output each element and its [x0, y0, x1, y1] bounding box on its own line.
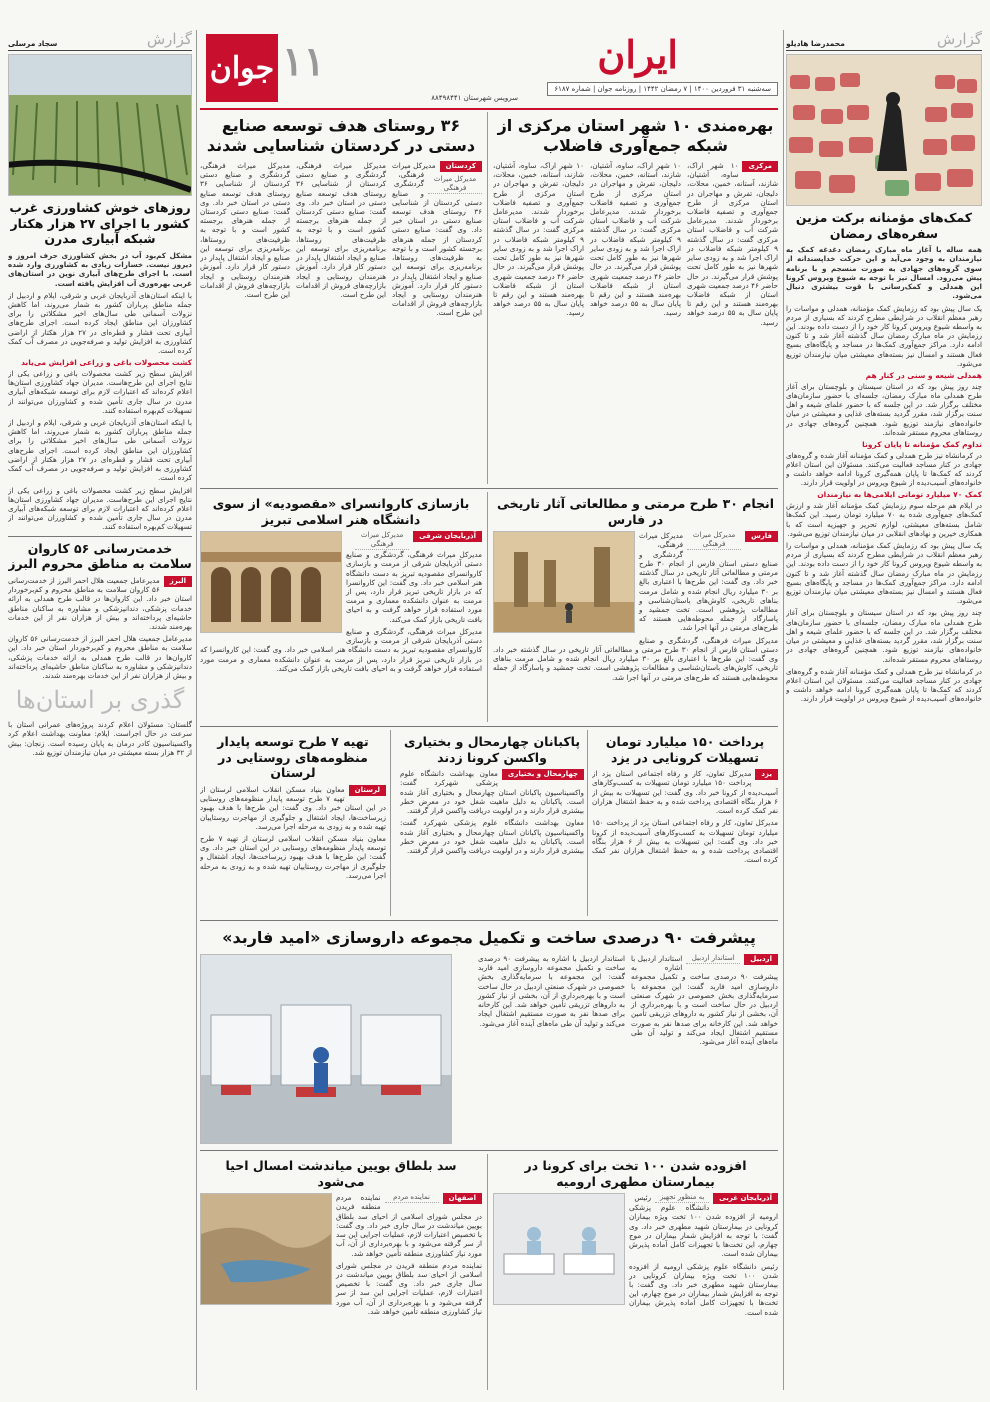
rubric-author: محمدرضا هادیلو — [786, 39, 845, 48]
right-body-1: یک سال پیش بود که رزمایش کمک مؤمنانه، همدلی و مواسات را رهبر معظم انقلاب در شرایطی مطرح کردند که بسیاری از مردم به واسطه شیوع ویروس کرونا کار خود را از دست داده بودند. این رزمایش در ماه مبارک رمضان سال گذشته آغاز شد و تا کنون ادامه دارد. مراکز جمع‌آوری کمک‌ها در مساجد و پایگاه‌های بسیج فعال هستند و امسال نیز بسته‌های معیشتی میان نیازمندان توزیع می‌شود. — [786, 303, 982, 368]
ardabil-author: استاندار اردبیل — [686, 954, 740, 964]
rubric-kicker-left: گزارش — [146, 30, 192, 48]
rule — [200, 1150, 778, 1151]
photo-fars-ruins — [493, 531, 635, 633]
left-sub-1: کشت محصولات باغی و زراعی افزایش می‌یابد — [21, 358, 192, 368]
fars-author: مدیرکل میراث فرهنگی — [687, 531, 741, 550]
rule — [200, 920, 778, 921]
section-title: ایران — [597, 32, 678, 77]
photo-illustration — [201, 955, 451, 1143]
rule — [587, 730, 588, 916]
tabriz-headline: بازسازی کاروانسرای «مقصودیه» از سوی دانشگاه هنر اسلامی تبریز — [212, 496, 470, 527]
rule — [200, 726, 778, 727]
photo-irrigation — [8, 54, 192, 196]
lorestan-body — [200, 785, 386, 880]
tag-alborz: البرز — [164, 576, 192, 587]
column-rule-left — [196, 30, 197, 1390]
photo-illustration — [494, 532, 634, 632]
story-lorestan — [200, 730, 386, 916]
left-lead: مشکل کم‌بود آب در بخش کشاورزی حرف امروز و دیروز نیست. خسارات زیادی به کشاورزی وارد شده است. با اجرای طرح‌های آبیاری نوین در استان‌های غربی بهره‌وری آب افزایش یافته است. — [8, 250, 192, 288]
left-story-2 — [8, 536, 192, 681]
urmia-author: به منظور تجهیز — [655, 1193, 709, 1203]
left-headline: روزهای خوش کشاورزی غرب کشور با اجرای ۲۷ هزار هکتار شبکه آبیاری مدرن — [9, 200, 191, 247]
story-isfahan — [200, 1154, 482, 1390]
photo-caravanserai — [200, 531, 342, 633]
urmia-text: رئیس دانشگاه علوم پزشکی ارومیه از افزوده شدن ۱۰۰ تخت ویژه بیماران کرونایی در بیمارستان شهید مطهری خبر داد. وی گفت: با توجه به افزایش شمار بیماران در موج چهارم، این تخت‌ها با تجهیزات کامل آماده پذیرش بیماران شده است. — [629, 1193, 778, 1259]
left-column — [8, 30, 192, 1390]
dateline: سه‌شنبه ۳۱ فروردین ۱۴۰۰ | ۷ رمضان ۱۴۴۲ | روزنامه جوان | شماره ۶۱۸۷ — [547, 82, 778, 96]
photo-illustration — [201, 532, 341, 632]
kurdistan-text-2: مدیرکل میراث فرهنگی، گردشگری و صنایع دستی کردستان از شناسایی ۳۶ روستای هدف توسعه صنایع دستی در استان خبر داد. وی گفت: صنایع دستی کردستان از جمله هنرهای برجسته کشور است و با توجه به ظرفیت‌های روستاها، برنامه‌ریزی برای توسعه این صنایع و ایجاد اشتغال پایدار در دستور کار قرار دارد. آموزش هنرمندان روستایی و ایجاد بازارچه‌های فروش از اقدامات این طرح است. — [296, 160, 386, 299]
chb-text: معاون بهداشت دانشگاه علوم پزشکی شهرکرد گفت: واکسیناسیون پاکبانان استان چهارمحال و بختیاری آغاز شده است. پاکبانان به دلیل ماهیت شغل خود در معرض خطر بیشتری قرار دارند و در اولویت دریافت واکسن قرار گرفتند. — [400, 769, 584, 816]
photo-illustration — [786, 55, 981, 205]
right-body-3: در کرمانشاه نیز طرح همدلی و کمک مؤمنانه آغاز شده و گروه‌های جهادی در کنار مساجد فعالیت می‌کنند. مسئولان این استان اعلام کردند که کمک‌ها تا پایان همه‌گیری کرونا ادامه خواهد داشت و خانواده‌های آسیب‌دیده از شیوع ویروس در اولویت قرار دارند. — [786, 450, 982, 488]
right-sub-3: کمک ۷۰ میلیارد تومانی ایلامی‌ها به نیازمندان — [817, 490, 982, 500]
photo-illustration — [494, 1194, 624, 1304]
photo-illustration — [8, 55, 191, 195]
provinces-kicker: گذری بر استان‌ها — [15, 686, 185, 715]
tabriz-text: مدیرکل میراث فرهنگی، گردشگری و صنایع دستی آذربایجان شرقی از مرمت و بازسازی کاروانسرای مقصودیه تبریز به دست دانشگاه هنر اسلامی خبر داد. وی گفت: این کاروانسرا که در بازار تاریخی تبریز قرار دارد، پس از مرمت به عنوان دانشکده معماری و مرمت مورد استفاده قرار خواهد گرفت و به احیای بافت تاریخی بازار کمک می‌کند. — [346, 550, 482, 624]
right-lead — [786, 245, 982, 300]
service-line: سرویس شهرستان ۸۸۴۹۸۴۴۱ — [431, 94, 518, 102]
left-body-3: مدیرعامل جمعیت هلال احمر البرز از خدمت‌رسانی ۵۶ کاروان سلامت به مناطق محروم و کم‌برخوردار استان خبر داد. این کاروان‌ها در قالب طرح همدلی به ارائه خدمات پزشکی، دندانپزشکی و مشاوره به ساکنان مناطق حاشیه‌ای پرداخته‌اند و بیش از هزاران نفر از این خدمات بهره‌مند شدند. — [8, 575, 192, 631]
urmia-headline: افزوده شدن ۱۰۰ تخت برای کرونا در بیمارستان مطهری ارومیه — [524, 1158, 747, 1189]
tag-ardabil: اردبیل — [744, 954, 778, 965]
rubric-author-left: سجاد مرسلی — [8, 39, 58, 48]
report-rubric-left — [8, 30, 192, 51]
chb-headline: پاکبانان چهارمحال و بختیاری واکسن کرونا زدند — [403, 734, 581, 765]
page-number: ۱۱ — [282, 38, 325, 85]
left-body-1: با اینکه استان‌های آذربایجان غربی و شرقی، ایلام و اردبیل از جمله مناطق پرباران کشور به شمار می‌روند، اما کاهش نزولات آسمانی طی سال‌های اخیر مشکلاتی را برای کشاورزان این مناطق ایجاد کرده است. اجرای طرح‌های آبیاری تحت فشار و قطره‌ای در ۲۷ هزار هکتار از اراضی کشاورزی به افزایش تولید و صرفه‌جویی در مصرف آب کمک کرده است. — [8, 290, 192, 356]
right-body-continued-3: در کرمانشاه نیز طرح همدلی و کمک مؤمنانه آغاز شده و گروه‌های جهادی در کنار مساجد فعالیت می‌کنند. مسئولان این استان اعلام کردند که کمک‌ها تا پایان همه‌گیری کرونا ادامه خواهد داشت و خانواده‌های آسیب‌دیده از شیوع ویروس در اولویت قرار دارند. — [786, 666, 982, 704]
ardabil-body — [478, 954, 778, 1046]
rule — [487, 1154, 488, 1390]
column-rule-right — [783, 30, 784, 1390]
tag-chb: چهارمحال و بختیاری — [502, 769, 584, 780]
tag-kurdistan: کردستان — [440, 161, 482, 172]
right-body-4: در ایلام هم مرحله سوم رزمایش کمک مؤمنانه آغاز شد و ارزش کمک‌های جمع‌آوری شده به ۷۰ میلیارد تومان رسید. این کمک‌ها شامل بسته‌های معیشتی، لوازم تحریر و جهیزیه است که با همکاری خیرین و نهادهای انقلابی در میان نیازمندان توزیع می‌شود. — [786, 501, 982, 538]
photo-dam — [200, 1193, 332, 1305]
right-headline: کمک‌های مؤمنانه برکت مزین سفره‌های رمضان — [795, 210, 973, 241]
tabriz-author: مدیرکل میراث فرهنگی — [355, 531, 409, 550]
right-body-2: چند روز پیش بود که در استان سیستان و بلوچستان برای آغاز طرح همدلی ماه مبارک رمضان، جلسه‌ای با حضور سازمان‌های مختلف برگزار شد. در این جلسه که با حضور علمای شیعه و اهل سنت برگزار شد، مقرر گردید بسته‌های غذایی و معیشتی در میان خانواده‌های نیازمند توزیع شود. همچنین گروه‌های جهادی در روستاهای محروم مستقر شده‌اند. — [786, 381, 982, 437]
tag-isfahan: اصفهان — [443, 1193, 482, 1204]
left-body-3-continued: مدیرعامل جمعیت هلال احمر البرز از خدمت‌رسانی ۵۶ کاروان سلامت به مناطق محروم و کم‌برخوردار استان خبر داد. این کاروان‌ها در قالب طرح همدلی به ارائه خدمات پزشکی، دندانپزشکی و مشاوره به ساکنان مناطق حاشیه‌ای پرداخته‌اند و بیش از هزاران نفر از این خدمات بهره‌مند شدند. — [8, 634, 192, 681]
photo-hospital-ward — [493, 1193, 625, 1305]
lorestan-text-2: معاون بنیاد مسکن انقلاب اسلامی لرستان از تهیه ۷ طرح توسعه پایدار منظومه‌های روستایی در این استان خبر داد. وی گفت: این طرح‌ها با هدف بهبود زیرساخت‌ها، ایجاد اشتغال و جلوگیری از مهاجرت روستاییان تهیه شده و به زودی به مرحله اجرا می‌رسد. — [200, 833, 386, 880]
right-lead-text: همه ساله با آغاز ماه مبارک رمضان دغدغه کمک به نیازمندان به وجود می‌آید و این حرکت خداپسندانه از سوی گروه‌های جهادی به صورت منسجم و با برنامه پیش می‌رود. امسال نیز با توجه به شیوع ویروس کرونا این همدلی و کمک‌رسانی با قوت بیشتری دنبال می‌شود. — [786, 245, 982, 301]
rubric-kicker: گزارش — [936, 30, 982, 48]
left-body-continued-2: افزایش سطح زیر کشت محصولات باغی و زراعی یکی از نتایج اجرای این طرح‌هاست. مدیران جهاد کشاورزی استان‌ها اعلام کرده‌اند که اعتبارات لازم برای توسعه شبکه‌های آبیاری مدرن در سال جاری تأمین شده و کشاورزان می‌توانند از تسهیلات کم‌بهره استفاده کنند. — [8, 485, 192, 532]
tag-fars: فارس — [745, 531, 778, 542]
isfahan-headline: سد بلطاق بویین میاندشت امسال احیا می‌شود — [225, 1158, 457, 1189]
story-kurdistan — [200, 112, 482, 484]
chb-text-2: معاون بهداشت دانشگاه علوم پزشکی شهرکرد گفت: واکسیناسیون پاکبانان استان چهارمحال و بختیاری آغاز شده است. پاکبانان به دلیل ماهیت شغل خود در معرض خطر بیشتری قرار دارند و در اولویت دریافت واکسن قرار گرفتند. — [400, 818, 584, 855]
fars-text-2: مدیرکل میراث فرهنگی، گردشگری و صنایع دستی استان فارس از انجام ۳۰ طرح مرمتی و مطالعاتی آثار تاریخی در سال گذشته خبر داد. وی گفت: این طرح‌ها با اعتباری بالغ بر ۳۰ میلیارد ریال انجام شده و شامل مرمت بناهای تاریخی، کاوش‌های باستان‌شناسی و مطالعات پژوهشی است. تخت جمشید و پاسارگاد از جمله محوطه‌هایی هستند که طرح‌های مرمتی در آنها اجرا شد. — [493, 635, 778, 682]
tag-urmia: آذربایجان غربی — [713, 1193, 778, 1204]
fars-text: مدیرکل میراث فرهنگی، گردشگری و صنایع دستی استان فارس از انجام ۳۰ طرح مرمتی و مطالعاتی آثار تاریخی در سال گذشته خبر داد. وی گفت: این طرح‌ها با اعتباری بالغ بر ۳۰ میلیارد ریال انجام شده و شامل مرمت بناهای تاریخی، کاوش‌های باستان‌شناسی و مطالعات پژوهشی است. تخت جمشید و پاسارگاد از جمله محوطه‌هایی هستند که طرح‌های مرمتی در آنها اجرا شد. — [639, 531, 778, 633]
right-body-continued: یک سال پیش بود که رزمایش کمک مؤمنانه، همدلی و مواسات را رهبر معظم انقلاب در شرایطی مطرح کردند که بسیاری از مردم به واسطه شیوع ویروس کرونا کار خود را از دست داده بودند. این رزمایش در ماه مبارک رمضان سال گذشته آغاز شد و تا کنون ادامه دارد. مراکز جمع‌آوری کمک‌ها در مساجد و پایگاه‌های بسیج فعال هستند و امسال نیز بسته‌های معیشتی میان نیازمندان توزیع می‌شود. — [786, 540, 982, 606]
story-chb — [400, 730, 584, 916]
tag-yazd: یزد — [755, 769, 778, 780]
fars-headline: انجام ۳۰ طرح مرمتی و مطالعاتی آثار تاریخی در فارس — [496, 496, 775, 527]
kurdistan-text-3: مدیرکل میراث فرهنگی، گردشگری و صنایع دستی کردستان از شناسایی ۳۶ روستای هدف توسعه صنایع دستی در استان خبر داد. وی گفت: صنایع دستی کردستان از جمله هنرهای برجسته کشور است و با توجه به ظرفیت‌های روستاها، برنامه‌ریزی برای توسعه این صنایع و ایجاد اشتغال پایدار در دستور کار قرار دارد. آموزش هنرمندان روستایی و ایجاد بازارچه‌های فروش از اقدامات این طرح است. — [200, 160, 290, 299]
lorestan-text: معاون بنیاد مسکن انقلاب اسلامی لرستان از تهیه ۷ طرح توسعه پایدار منظومه‌های روستایی در این استان خبر داد. وی گفت: این طرح‌ها با هدف بهبود زیرساخت‌ها، ایجاد اشتغال و جلوگیری از مهاجرت روستاییان تهیه شده و به زودی به مرحله اجرا می‌رسد. — [200, 784, 386, 831]
isfahan-author: نماینده مردم — [385, 1193, 439, 1203]
rule — [487, 492, 488, 722]
photo-illustration — [201, 1194, 331, 1304]
kurdistan-body — [200, 161, 482, 318]
yazd-text-2: مدیرکل تعاون، کار و رفاه اجتماعی استان یزد از پرداخت ۱۵۰ میلیارد تومان تسهیلات به کسب‌وکارهای آسیب‌دیده از کرونا خبر داد. وی گفت: این تسهیلات به بیش از ۶ هزار بنگاه اقتصادی پرداخت شده و به حفظ اشتغال هزاران نفر کمک کرده است. — [592, 818, 778, 865]
middle-area — [200, 30, 778, 1390]
markazi-headline: بهره‌مندی ۱۰ شهر استان مرکزی از شبکه جمع‌آوری فاضلاب — [497, 116, 774, 156]
yazd-text: مدیرکل تعاون، کار و رفاه اجتماعی استان یزد از پرداخت ۱۵۰ میلیارد تومان تسهیلات به کسب‌وکارهای آسیب‌دیده از کرونا خبر داد. وی گفت: این تسهیلات به بیش از ۶ هزار بنگاه اقتصادی پرداخت شده و به حفظ اشتغال هزاران نفر کمک کرده است. — [592, 769, 778, 816]
left-body-continued: با اینکه استان‌های آذربایجان غربی و شرقی، ایلام و اردبیل از جمله مناطق پرباران کشور به شمار می‌روند، اما کاهش نزولات آسمانی طی سال‌های اخیر مشکلاتی را برای کشاورزان این مناطق ایجاد کرده است. اجرای طرح‌های آبیاری تحت فشار و قطره‌ای در ۲۷ هزار هکتار از اراضی کشاورزی به افزایش تولید و صرفه‌جویی در مصرف آب کمک کرده است. — [8, 417, 192, 483]
isfahan-text: نماینده مردم منطقه فریدن در مجلس شورای اسلامی از احیای سد بلطاق بویین میاندشت در سال جاری خبر داد. وی گفت: با تخصیص اعتبارات لازم، عملیات اجرایی این سد از سر گرفته می‌شود و با بهره‌برداری از آن، آب مورد نیاز کشاورزی منطقه تأمین خواهد شد. — [336, 1193, 482, 1258]
ardabil-text-2: استاندار اردبیل با اشاره به پیشرفت ۹۰ درصدی ساخت و تکمیل مجموعه داروسازی امید فاربد گفت: این مجموعه با سرمایه‌گذاری بخش خصوصی در شهرک صنعتی اردبیل در حال ساخت است و با بهره‌برداری از آن، بخشی از نیاز کشور به داروهای تزریقی تأمین خواهد شد. این کارخانه برای صدها نفر به صورت مستقیم اشتغال ایجاد می‌کند و تولید آن طی ماه‌های آینده آغاز می‌شود. — [478, 954, 626, 1028]
photo-ramadan-aid — [786, 54, 982, 206]
yazd-body — [592, 769, 778, 864]
ardabil-text: استاندار اردبیل با اشاره به پیشرفت ۹۰ درصدی ساخت و تکمیل مجموعه داروسازی امید فاربد گفت: این مجموعه با سرمایه‌گذاری بخش خصوصی در شهرک صنعتی اردبیل در حال ساخت است و با بهره‌برداری از آن، بخشی از نیاز کشور به داروهای تزریقی تأمین خواهد شد. این کارخانه برای صدها نفر به صورت مستقیم اشتغال ایجاد می‌کند و تولید آن طی ماه‌های آینده آغاز می‌شود. — [631, 954, 778, 1046]
urmia-text-2: رئیس دانشگاه علوم پزشکی ارومیه از افزوده شدن ۱۰۰ تخت ویژه بیماران کرونایی در بیمارستان شهید مطهری خبر داد. وی گفت: با توجه به افزایش شمار بیماران در موج چهارم، این تخت‌ها با تجهیزات کامل آماده پذیرش بیماران شده است. — [629, 1261, 778, 1317]
kurdistan-author: مدیرکل میراث فرهنگی — [428, 175, 482, 194]
markazi-text-2: ۱۰ شهر اراک، ساوه، آشتیان، شازند، آستانه، خمین، محلات، دلیجان، تفرش و مهاجران در استان مرکزی از طرح جمع‌آوری و تصفیه فاضلاب برخوردار شدند. مدیرعامل شرکت آب و فاضلاب استان مرکزی گفت: در سال گذشته ۹ کیلومتر شبکه فاضلاب در اراک اجرا شد و به زودی سایر شهرها نیز به طور کامل تحت پوشش قرار می‌گیرند. در حال حاضر ۴۶ درصد جمعیت شهری استان از شبکه فاضلاب بهره‌مند هستند و این رقم تا پایان سال به ۵۵ درصد خواهد رسید. — [590, 160, 681, 318]
isfahan-text-2: نماینده مردم منطقه فریدن در مجلس شورای اسلامی از احیای سد بلطاق بویین میاندشت در سال جاری خبر داد. وی گفت: با تخصیص اعتبارات لازم، عملیات اجرایی این سد از سر گرفته می‌شود و با بهره‌برداری از آن، آب مورد نیاز کشاورزی منطقه تأمین خواهد شد. — [336, 1260, 482, 1316]
left-headline-2: خدمت‌رسانی ۵۶ کاروان سلامت به مناطق محروم البرز — [8, 540, 192, 572]
lorestan-headline: تهیه ۷ طرح توسعه پایدار منظومه‌های روستایی در لرستان — [217, 734, 369, 781]
markazi-body — [493, 161, 778, 327]
right-sub-1: همدلی شیعه و سنی در کنار هم — [865, 371, 982, 381]
story-urmia — [493, 1154, 778, 1390]
yazd-headline: پرداخت ۱۵۰ میلیارد تومان تسهیلات کرونایی در یزد — [605, 734, 765, 765]
logo-text: جوان — [209, 50, 275, 86]
tag-markazi: مرکزی — [742, 161, 778, 172]
story-fars — [493, 492, 778, 722]
kurdistan-headline: ۳۶ روستای هدف توسعه صنایع دستی در کردستان شناسایی شدند — [206, 116, 476, 156]
story-ardabil — [200, 924, 778, 1146]
ardabil-headline: پیشرفت ۹۰ درصدی ساخت و تکمیل مجموعه داروسازی «امید فاربد» — [222, 928, 756, 947]
kurdistan-text: مدیرکل میراث فرهنگی، گردشگری و صنایع دستی کردستان از شناسایی ۳۶ روستای هدف توسعه صنایع دستی در استان خبر داد. وی گفت: صنایع دستی کردستان از جمله هنرهای برجسته کشور است و با توجه به ظرفیت‌های روستاها، برنامه‌ریزی برای توسعه این صنایع و ایجاد اشتغال پایدار در دستور کار قرار دارد. آموزش هنرمندان روستایی و ایجاد بازارچه‌های فروش از اقدامات این طرح است. — [392, 160, 482, 318]
rule — [390, 730, 391, 916]
left-body-2: افزایش سطح زیر کشت محصولات باغی و زراعی یکی از نتایج اجرای این طرح‌هاست. مدیران جهاد کشاورزی استان‌ها اعلام کرده‌اند که اعتبارات لازم برای توسعه شبکه‌های آبیاری مدرن در سال جاری تأمین شده و کشاورزان می‌توانند از تسهیلات کم‌بهره استفاده کنند. — [8, 368, 192, 415]
markazi-text: ۱۰ شهر اراک، ساوه، آشتیان، شازند، آستانه، خمین، محلات، دلیجان، تفرش و مهاجران در استان مرکزی از طرح جمع‌آوری و تصفیه فاضلاب برخوردار شدند. مدیرعامل شرکت آب و فاضلاب استان مرکزی گفت: در سال گذشته ۹ کیلومتر شبکه فاضلاب در اراک اجرا شد و به زودی سایر شهرها نیز به طور کامل تحت پوشش قرار می‌گیرند. در حال حاضر ۴۶ درصد جمعیت شهری استان از شبکه فاضلاب بهره‌مند هستند و این رقم تا پایان سال به ۵۵ درصد خواهد رسید. — [687, 160, 778, 327]
right-body-continued-2: چند روز پیش بود که در استان سیستان و بلوچستان برای آغاز طرح همدلی ماه مبارک رمضان، جلسه‌ای با حضور سازمان‌های مختلف برگزار شد. در این جلسه که با حضور علمای شیعه و اهل سنت برگزار شد، مقرر گردید بسته‌های غذایی و معیشتی در میان خانواده‌های نیازمند توزیع شود. همچنین گروه‌های جهادی در روستاهای محروم مستقر شده‌اند. — [786, 608, 982, 664]
tag-lorestan: لرستان — [349, 785, 386, 796]
left-story-2-body — [8, 576, 192, 680]
left-body — [8, 251, 192, 532]
photo-pharma-plant — [200, 954, 452, 1144]
tag-tabriz: آذربایجان شرقی — [413, 531, 482, 542]
tabriz-text-2: مدیرکل میراث فرهنگی، گردشگری و صنایع دستی آذربایجان شرقی از مرمت و بازسازی کاروانسرای مقصودیه تبریز به دست دانشگاه هنر اسلامی خبر داد. وی گفت: این کاروانسرا که در بازار تاریخی تبریز قرار دارد، پس از مرمت به عنوان دانشکده معماری و مرمت مورد استفاده قرار خواهد گرفت و به احیای بافت تاریخی بازار کمک می‌کند. — [200, 626, 482, 673]
report-rubric — [786, 30, 982, 51]
right-column — [786, 30, 982, 1390]
markazi-text-3: ۱۰ شهر اراک، ساوه، آشتیان، شازند، آستانه، خمین، محلات، دلیجان، تفرش و مهاجران در استان مرکزی از طرح جمع‌آوری و تصفیه فاضلاب برخوردار شدند. مدیرعامل شرکت آب و فاضلاب استان مرکزی گفت: در سال گذشته ۹ کیلومتر شبکه فاضلاب در اراک اجرا شد و به زودی سایر شهرها نیز به طور کامل تحت پوشش قرار می‌گیرند. در حال حاضر ۴۶ درصد جمعیت شهری استان از شبکه فاضلاب بهره‌مند هستند و این رقم تا پایان سال به ۵۵ درصد خواهد رسید. — [493, 160, 584, 318]
story-markazi — [493, 112, 778, 484]
rule — [487, 112, 488, 484]
provinces-brief — [8, 720, 192, 757]
chb-body — [400, 769, 584, 855]
story-yazd — [592, 730, 778, 916]
rule — [200, 488, 778, 489]
story-tabriz — [200, 492, 482, 722]
left-body-4: گلستان: مسئولان اعلام کردند پروژه‌های عمرانی استان با سرعت در حال اجراست. ایلام: معاونت بهداشت اعلام کرد واکسیناسیون کادر درمان به پایان رسیده است. زنجان: بیش از ۳۲ هزار بسته معیشتی در میان نیازمندان توزیع شد. — [8, 720, 192, 757]
right-sub-2: تداوم کمک مؤمنانه تا پایان کرونا — [862, 440, 982, 449]
right-body — [786, 304, 982, 704]
